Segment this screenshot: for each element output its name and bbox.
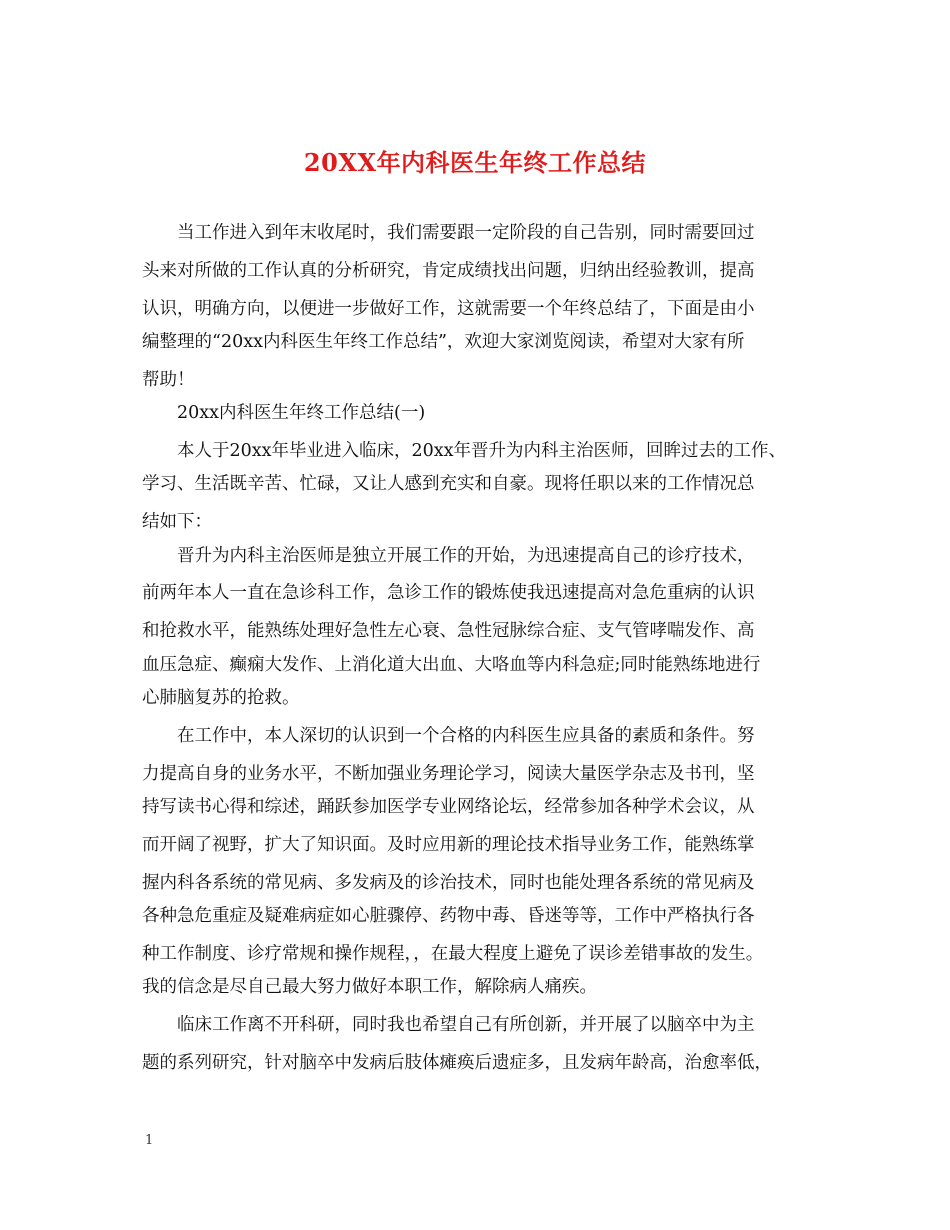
- text-line: 编整理的“20xx内科医生年终工作总结”，欢迎大家浏览阅读，希望对大家有所: [142, 332, 745, 352]
- text-line: 当工作进入到年末收尾时，我们需要跟一定阶段的自己告别，同时需要回过: [142, 223, 755, 243]
- text-line: 各种急危重症及疑难病症如心脏骤停、药物中毒、昏迷等等，工作中严格执行各: [142, 906, 755, 926]
- text-line: 心肺脑复苏的抢救。: [142, 688, 300, 708]
- text-line: 认识，明确方向，以便进一步做好工作，这就需要一个年终总结了，下面是由小: [142, 299, 755, 319]
- text-line: 20xx内科医生年终工作总结(一): [142, 403, 426, 423]
- text-line: 临床工作离不开科研，同时我也希望自己有所创新，并开展了以脑卒中为主: [142, 1015, 755, 1035]
- text-line: 帮助！: [142, 370, 195, 390]
- text-line: 本人于20xx年毕业进入临床，20xx年晋升为内科主治医师，回眸过去的工作、: [142, 441, 787, 461]
- text-line: 题的系列研究，针对脑卒中发病后肢体瘫痪后遗症多，且发病年龄高，治愈率低，: [142, 1053, 772, 1073]
- text-line: 握内科各系统的常见病、多发病及的诊治技术，同时也能处理各系统的常见病及: [142, 873, 755, 893]
- text-line: 结如下：: [142, 512, 212, 532]
- document-title: 20XX年内科医生年终工作总结: [303, 148, 647, 177]
- text-line: 学习、生活既辛苦、忙碌，又让人感到充实和自豪。现将任职以来的工作情况总: [142, 474, 755, 494]
- text-line: 前两年本人一直在急诊科工作，急诊工作的锻炼使我迅速提高对急危重病的认识: [142, 583, 755, 603]
- text-line: 我的信念是尽自己最大努力做好本职工作，解除病人痛疾。: [142, 977, 597, 997]
- text-line: 在工作中，本人深切的认识到一个合格的内科医生应具备的素质和条件。努: [142, 726, 755, 746]
- text-line: 头来对所做的工作认真的分析研究，肯定成绩找出问题，归纳出经验教训，提高: [142, 261, 755, 281]
- text-line: 种工作制度、诊疗常规和操作规程，，在最大程度上避免了误诊差错事故的发生。: [142, 944, 764, 964]
- text-line: 而开阔了视野，扩大了知识面。及时应用新的理论技术指导业务工作，能熟练掌: [142, 835, 755, 855]
- text-line: 血压急症、癫痫大发作、上消化道大出血、大咯血等内科急症;同时能熟练地进行: [142, 655, 761, 675]
- text-line: 晋升为内科主治医师是独立开展工作的开始，为迅速提高自己的诊疗技术，: [142, 546, 755, 566]
- text-line: 持写读书心得和综述，踊跃参加医学专业网络论坛，经常参加各种学术会议，从: [142, 797, 755, 817]
- page-number: 1: [145, 1133, 154, 1148]
- text-line: 和抢救水平，能熟练处理好急性左心衰、急性冠脉综合症、支气管哮喘发作、高: [142, 621, 755, 641]
- text-line: 力提高自身的业务水平，不断加强业务理论学习，阅读大量医学杂志及书刊，坚: [142, 764, 755, 784]
